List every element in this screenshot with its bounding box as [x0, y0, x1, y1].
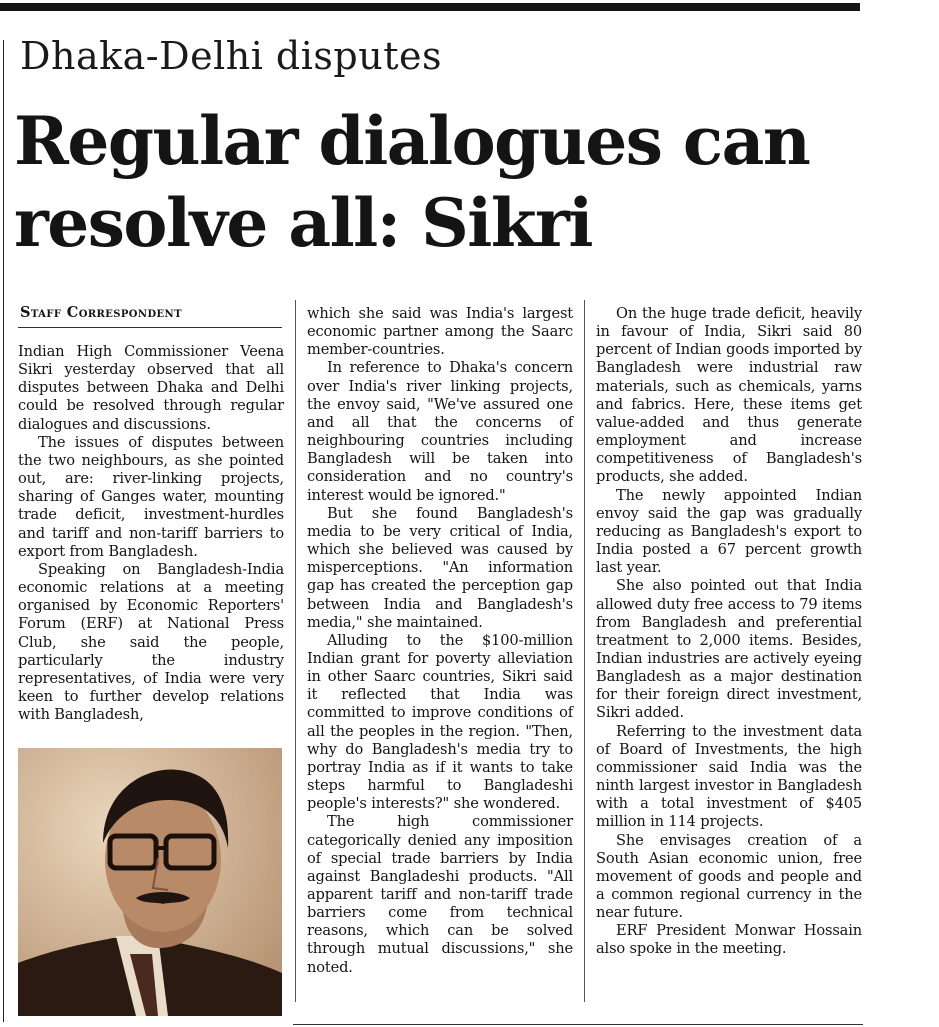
paragraph: which she said was India's largest economic partner among the Saarc member-countries. [307, 305, 573, 359]
headline-line-1: Regular dialogues can [14, 102, 810, 180]
article-column-1 [18, 343, 284, 724]
paragraph: Referring to the investment data of Board of Investments, the high commissioner said India was the ninth largest investor in Bangladesh with a total investment of $405 million in 114 projects. [596, 722, 862, 831]
byline-rule [18, 327, 282, 328]
portrait-photo [18, 748, 282, 1016]
top-rule [0, 3, 860, 11]
paragraph: ERF President Monwar Hossain also spoke in the meeting. [596, 922, 862, 958]
paragraph: Indian High Commissioner Veena Sikri yesterday observed that all disputes between Dhaka and Delhi could be resolved through regular dialogues and discussions. [18, 343, 284, 433]
column-divider-2 [584, 300, 585, 1002]
kicker: Dhaka-Delhi disputes [20, 34, 442, 78]
paragraph: The newly appointed Indian envoy said the gap was gradually reducing as Bangladesh's export to India posted a 67 percent growth last year. [596, 486, 862, 577]
article-column-3 [596, 305, 862, 959]
headline [14, 100, 874, 264]
paragraph: The issues of disputes between the two neighbours, as she pointed out, are: river-linking projects, sharing of Ganges water, mounting trade deficit, investment-hurdles and tariff and non-tariff barriers to export from Bangladesh. [18, 433, 284, 560]
paragraph: Alluding to the $100-million Indian grant for poverty alleviation in other Saarc countries, Sikri said it reflected that India was committed to improve conditions of all the peoples in the region. "Then, why do Bangladesh's media try to portray India as if it wants to take steps harmful to Bangladeshi people's interests?" she wondered. [307, 631, 573, 813]
paragraph: But she found Bangladesh's media to be very critical of India, which she believed was caused by misperceptions. "An information gap has created the perception gap between India and Bangladesh's media," she maintained. [307, 504, 573, 631]
portrait-icon [18, 748, 282, 1016]
article-column-2 [307, 305, 573, 977]
paragraph: She also pointed out that India allowed duty free access to 79 items from Bangladesh and preferential treatment to 2,000 items. Besides, Indian industries are actively eyeing Bangladesh as a major destination for their foreign direct investment, Sikri added. [596, 577, 862, 722]
paragraph: The high commissioner categorically denied any imposition of special trade barriers by India against Bangladeshi products. "All apparent tariff and non-tariff trade barriers come from technical reasons, which can be solved through mutual discussions," she noted. [307, 813, 573, 976]
paragraph: Speaking on Bangladesh-India economic relations at a meeting organised by Economic Reporters' Forum (ERF) at National Press Club, she said the people, particularly the industry representatives, of India were very keen to further develop relations with Bangladesh, [18, 560, 284, 724]
paragraph: In reference to Dhaka's concern over India's river linking projects, the envoy said, "We've assured one and all that the concerns of neighbouring countries including Bangladesh will be taken into consideration and no country's interest would be ignored." [307, 359, 573, 504]
headline-line-2: resolve all: Sikri [14, 184, 592, 262]
byline: Staff Correspondent [20, 304, 182, 321]
column-divider-1 [295, 300, 296, 1002]
paragraph: On the huge trade deficit, heavily in favour of India, Sikri said 80 percent of Indian goods imported by Bangladesh were industrial raw materials, such as chemicals, yarns and fabrics. Here, these items get value-added and thus generate employment and increase competitiveness of Bangladesh's products, she added. [596, 305, 862, 486]
paragraph: She envisages creation of a South Asian economic union, free movement of goods and people and a common regional currency in the near future. [596, 831, 862, 922]
left-rule [3, 40, 4, 1022]
bottom-rule [293, 1024, 863, 1025]
